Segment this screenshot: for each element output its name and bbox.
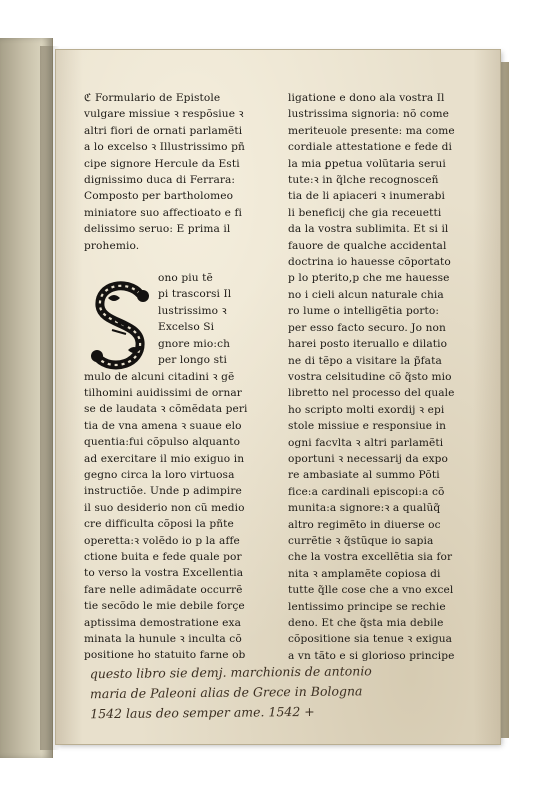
text-line: tilhomini auidissimi de ornar — [84, 386, 242, 399]
text-line: cre difficulta cõposi la pñte — [84, 518, 234, 531]
handwritten-line: 1542 laus deo semper ame. 1542 + — [90, 703, 315, 722]
printed-page — [56, 50, 500, 744]
text-line: che la vostra excellẽtia sia for — [288, 551, 453, 564]
text-line: fice:a cardinali episcopi:a cõ — [288, 485, 445, 498]
text-line: ad exercitare il mio exiguo in — [84, 452, 245, 465]
text-line: li beneficij che gia receuetti — [288, 206, 442, 219]
text-line: per longo sti — [158, 354, 227, 367]
text-line: tutte q̃lle cose che a vno excel — [288, 584, 454, 597]
text-line: no i cieli alcun naturale chia — [288, 288, 444, 301]
text-line: deno. Et che q̃sta mia debile — [288, 617, 444, 629]
handwritten-line: maria de Paleoni alias de Grece in Bologna — [89, 683, 363, 702]
text-line: quentia:fui cõpulso alquanto — [84, 436, 241, 449]
text-line: fare nelle adimãdate occurrẽ — [84, 583, 243, 596]
handwritten-line: questo libro sie demj. marchionis de antonio — [89, 663, 372, 682]
text-line: lentissimo principe se rechie — [288, 600, 446, 613]
right-text-block — [288, 90, 488, 664]
text-line: ono piu tẽ — [158, 272, 213, 285]
text-line: ho scripto molti exordij ꝛ epi — [288, 403, 445, 416]
heading-line: altri fiori de ornati parlamẽti — [84, 124, 243, 137]
heading-line: vulgare missiue ꝛ respõsiue ꝛ — [84, 108, 244, 121]
text-line: tie secõdo le mie debile forçe — [84, 600, 245, 613]
text-line: oportuni ꝛ necessarij da expo — [288, 452, 449, 465]
text-line: positione ho statuito farne ob — [84, 649, 246, 662]
heading-line: delissimo seruo: E prima il — [84, 223, 231, 236]
text-line: vostra celsitudine cõ q̃sto mio — [288, 370, 452, 383]
text-line: tia de li apiaceri ꝛ inumerabi — [288, 190, 446, 203]
text-line: gnore mio:ch — [158, 337, 231, 350]
handwritten-ownership-note — [90, 660, 511, 724]
heading-line: a lo excelso ꝛ Illustrissimo pñ — [84, 141, 245, 154]
handwritten-lines — [90, 660, 511, 724]
text-line: nita ꝛ amplamẽte copiosa di — [288, 567, 441, 580]
text-line: ne di tẽpo a visitare la p̃fata — [288, 354, 442, 367]
text-line: pi trascorsi Il — [158, 288, 232, 301]
body-text-block — [84, 369, 284, 664]
text-line: to verso la vostra Excellentia — [84, 567, 244, 580]
text-line: minata la hunule ꝛ inculta cõ — [84, 633, 242, 645]
text-line: cõpositione sia tenue ꝛ exigua — [288, 633, 453, 646]
text-line: lustrissima signoria: nõ come — [288, 108, 449, 121]
text-line: doctrina io hauesse cõportato — [288, 256, 451, 269]
text-line: operetta:ꝛ volẽdo io p la affe — [84, 534, 240, 547]
text-line: gegno circa la loro virtuosa — [84, 468, 235, 481]
left-text-column — [84, 90, 284, 664]
heading-line: miniatore suo affectioato e fi — [84, 206, 242, 219]
heading-line: Composto per bartholomeo — [84, 190, 234, 203]
text-line: ctione buita e fede quale por — [84, 550, 242, 563]
paragraph-gap — [84, 254, 284, 270]
text-line: altro regimẽto in diuerse oc — [288, 518, 441, 531]
ornamental-letter-s-icon — [88, 280, 154, 374]
text-line: cordiale attestatione e fede di — [288, 141, 452, 154]
text-line: re ambasiate al summo Põti — [288, 469, 440, 482]
text-line: munita:a signore:ꝛ a qualũq̃ — [288, 502, 441, 515]
text-line: il suo desiderio non cũ medio — [84, 501, 245, 514]
text-line: tute:ꝛ in q̃lche recognosceñ — [288, 174, 439, 187]
heading-line: prohemio. — [84, 239, 140, 252]
heading-line: cipe signore Hercule da Esti — [84, 157, 240, 170]
heading-line: ℭ Formulario de Epistole — [84, 92, 221, 104]
right-text-column — [288, 90, 488, 664]
text-line: ro lume o intelligẽtia porto: — [288, 305, 440, 318]
text-line: per esso facto securo. Jo non — [288, 321, 446, 334]
heading-block — [84, 90, 284, 254]
text-line: a vn tãto e si glorioso principe — [288, 649, 455, 662]
decorated-initial-s — [88, 280, 154, 374]
text-line: meriteuole presente: ma come — [288, 124, 455, 137]
text-line: mulo de alcuni citadini ꝛ gẽ — [84, 370, 235, 383]
text-line: lustrissimo ꝛ — [158, 304, 227, 317]
text-line: harei posto iteruallo e dilatio — [288, 338, 448, 351]
text-line: stole missiue e responsiue in — [288, 420, 447, 433]
text-line: libretto nel processo del quale — [288, 387, 455, 400]
text-line: tia de vna amena ꝛ suaue elo — [84, 419, 242, 432]
text-line: ligatione e dono ala vostra Il — [288, 92, 445, 104]
text-line: instructiõe. Unde p adimpire — [84, 485, 242, 498]
text-line: se de laudata ꝛ cõmẽdata peri — [84, 403, 248, 416]
text-line: fauore de qualche accidental — [288, 239, 447, 252]
text-line: la mia ꝑpetua volũtaria serui — [288, 157, 446, 170]
text-line: aptissima demostratione exa — [84, 616, 242, 629]
text-line: da la vostra sublimita. Et si il — [288, 223, 449, 236]
text-line: Excelso Si — [158, 321, 215, 334]
text-line: ogni facvlta ꝛ altri parlamẽti — [288, 436, 444, 449]
heading-line: dignissimo duca di Ferrara: — [84, 174, 236, 187]
text-line: currẽtie ꝛ q̃stũque io sapia — [288, 534, 434, 547]
text-line: p lo pterito,p che me hauesse — [288, 272, 450, 285]
